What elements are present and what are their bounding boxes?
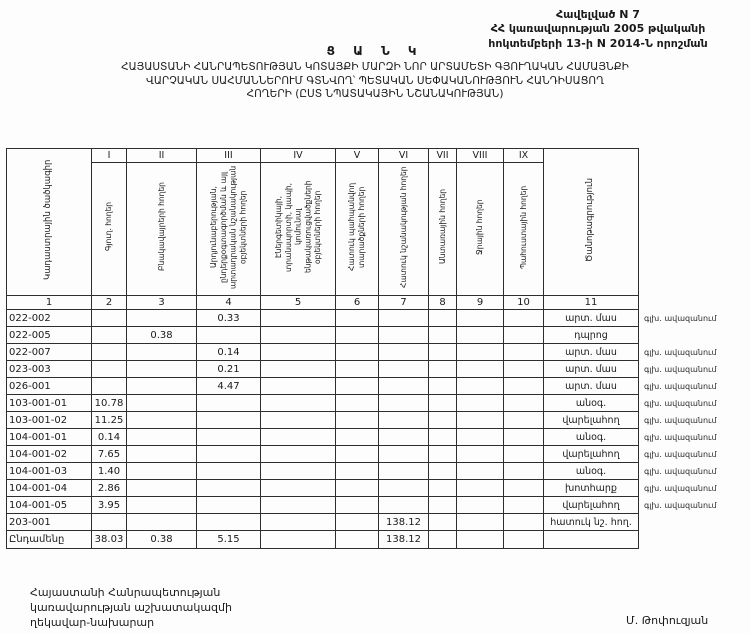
land-area-cell	[379, 497, 429, 514]
land-area-cell	[336, 514, 379, 531]
land-area-cell	[261, 327, 336, 344]
land-area-cell	[504, 395, 544, 412]
roman-numeral-5: V	[336, 149, 379, 163]
column-number-row	[7, 296, 745, 310]
cadastral-code-cell: 022-007	[7, 344, 92, 361]
land-area-cell	[379, 446, 429, 463]
land-area-cell	[429, 378, 457, 395]
roman-numeral-row	[7, 149, 745, 163]
side-notes-column-spacer	[639, 149, 745, 310]
side-note-cell: գլխ. ավազանում	[644, 313, 717, 323]
land-area-cell	[504, 344, 544, 361]
column-header-industrial	[197, 163, 261, 296]
land-area-cell	[429, 310, 457, 327]
land-area-cell	[379, 378, 429, 395]
land-area-cell	[92, 378, 127, 395]
cadastral-code-cell: 104-001-05	[7, 497, 92, 514]
total-value-cell	[429, 531, 457, 549]
table-row	[7, 361, 745, 378]
land-area-cell	[379, 344, 429, 361]
side-note-cell: գլխ. ավազանում	[644, 432, 717, 442]
land-area-cell: 4.47	[197, 378, 261, 395]
land-area-cell	[261, 310, 336, 327]
total-label-cell: Ընդամենը	[7, 531, 92, 549]
remark-cell: վարելահող	[544, 446, 639, 463]
land-area-cell	[457, 361, 504, 378]
authority-line-3: ղեկավար-նախարար	[30, 615, 155, 629]
land-area-cell	[261, 395, 336, 412]
land-area-cell	[197, 429, 261, 446]
column-header-remark-label: Ծանոթագրություն	[585, 177, 596, 263]
side-note-cell: գլխ. ավազանում	[644, 415, 717, 425]
land-area-cell	[457, 429, 504, 446]
column-number-6: 6	[336, 296, 379, 310]
land-area-cell	[457, 463, 504, 480]
roman-numeral-6: VI	[379, 149, 429, 163]
remark-cell: արտ. մաս	[544, 310, 639, 327]
side-note-cell	[639, 327, 745, 344]
column-header-energy-transport-label: Էներգետիկայի, տրանսպորտի, կապի, կոմունալ ենթակառուցվածքների օբյեկտների հողեր	[273, 180, 322, 274]
land-area-cell	[504, 361, 544, 378]
column-number-8: 8	[429, 296, 457, 310]
land-area-cell	[261, 463, 336, 480]
remark-cell: անօգ.	[544, 395, 639, 412]
land-area-cell: 10.78	[92, 395, 127, 412]
land-area-cell	[261, 412, 336, 429]
column-number-9: 9	[457, 296, 504, 310]
column-number-3: 3	[127, 296, 197, 310]
land-area-cell	[336, 327, 379, 344]
remark-cell: արտ. մաս	[544, 361, 639, 378]
column-number-11: 11	[544, 296, 639, 310]
land-area-cell: 1.40	[92, 463, 127, 480]
side-note-cell: գլխ. ավազանում	[644, 347, 717, 357]
land-area-cell	[336, 412, 379, 429]
land-categories-table	[6, 148, 745, 549]
land-area-cell	[457, 378, 504, 395]
total-value-cell	[261, 531, 336, 549]
total-value-cell: 38.03	[92, 531, 127, 549]
land-area-cell	[429, 429, 457, 446]
land-area-cell	[127, 497, 197, 514]
land-area-cell	[127, 463, 197, 480]
land-area-cell	[429, 361, 457, 378]
column-number-2: 2	[92, 296, 127, 310]
appendix-line-2: ՀՀ կառավարության 2005 թվականի	[490, 22, 706, 36]
column-number-4: 4	[197, 296, 261, 310]
land-area-cell	[336, 429, 379, 446]
land-area-cell	[127, 378, 197, 395]
land-area-cell	[197, 412, 261, 429]
land-area-cell	[379, 412, 429, 429]
land-area-cell: 0.21	[197, 361, 261, 378]
remark-cell: արտ. մաս	[544, 378, 639, 395]
column-header-protected-areas-label: Հատուկ պահպանվող տարածքների հողեր	[347, 183, 366, 272]
remark-cell: խոտհարք	[544, 480, 639, 497]
cadastral-code-cell: 104-001-01	[7, 429, 92, 446]
total-value-cell: 138.12	[379, 531, 429, 549]
land-area-cell	[504, 463, 544, 480]
land-area-cell	[504, 446, 544, 463]
remark-cell: վարելահող	[544, 497, 639, 514]
total-value-cell: 0.38	[127, 531, 197, 549]
land-area-cell	[336, 446, 379, 463]
subtitle-line-1: ՀԱՅԱՍՏԱՆԻ ՀԱՆՐԱՊԵՏՈՒԹՅԱՆ ԿՈՏԱՅՔԻ ՄԱՐԶԻ ՆՈՐ ԱՐՏԱՄԵՏԻ ԳՅՈՒՂԱԿԱՆ ՀԱՄԱՅՆՔԻ	[121, 61, 629, 73]
subtitle-line-3: ՀՈՂԵՐԻ (ԸՍՏ ՆՊԱՏԱԿԱՅԻՆ ՆՇԱՆԱԿՈՒԹՅԱՆ)	[246, 88, 504, 101]
land-area-cell	[197, 446, 261, 463]
land-area-cell	[261, 480, 336, 497]
land-area-cell	[336, 497, 379, 514]
land-area-cell	[261, 446, 336, 463]
appendix-line-3: հոկտեմբերի 13-ի N 2014-Ն որոշման	[488, 36, 708, 50]
land-area-cell	[504, 480, 544, 497]
total-value-cell	[504, 531, 544, 549]
land-area-cell	[197, 395, 261, 412]
land-area-cell	[504, 514, 544, 531]
remark-cell: վարելահող	[544, 412, 639, 429]
remark-cell: դպրոց	[544, 327, 639, 344]
column-number-5: 5	[261, 296, 336, 310]
column-number-7: 7	[379, 296, 429, 310]
table-row	[7, 412, 745, 429]
signature-name: Մ. Թոփուզյան	[626, 614, 709, 627]
land-area-cell	[457, 412, 504, 429]
cadastral-code-cell: 022-005	[7, 327, 92, 344]
side-note-cell: գլխ. ավազանում	[644, 381, 717, 391]
land-area-cell	[127, 480, 197, 497]
side-note-cell	[639, 531, 745, 549]
table-row	[7, 497, 745, 514]
land-area-cell	[457, 514, 504, 531]
total-row	[7, 531, 745, 549]
land-area-cell	[336, 395, 379, 412]
land-area-cell	[429, 344, 457, 361]
cadastral-code-cell: 022-002	[7, 310, 92, 327]
land-area-cell	[429, 395, 457, 412]
land-area-cell	[429, 480, 457, 497]
remark-cell: հատուկ նշ. հող.	[544, 514, 639, 531]
authority-line-1: Հայաստանի Հանրապետության	[30, 586, 221, 599]
land-area-cell	[336, 378, 379, 395]
roman-numeral-3: III	[197, 149, 261, 163]
total-value-cell	[336, 531, 379, 549]
land-area-cell	[379, 310, 429, 327]
roman-numeral-7: VII	[429, 149, 457, 163]
column-header-water	[457, 163, 504, 296]
land-area-cell	[92, 361, 127, 378]
land-area-cell	[429, 412, 457, 429]
land-area-cell	[504, 497, 544, 514]
land-area-cell	[261, 514, 336, 531]
column-header-reserve	[504, 163, 544, 296]
land-area-cell	[504, 327, 544, 344]
column-header-agricultural-label: Գյուղ. հողեր	[104, 202, 114, 252]
column-header-reserve-label: Պահուստային հողեր	[518, 185, 528, 269]
document-title: Ց Ա Ն Կ	[326, 44, 424, 58]
land-area-cell	[127, 446, 197, 463]
land-area-cell	[457, 497, 504, 514]
land-area-cell	[261, 497, 336, 514]
side-note-cell: գլխ. ավազանում	[644, 500, 717, 510]
column-number-1: 1	[7, 296, 92, 310]
column-header-cadastral-code	[7, 149, 92, 296]
land-area-cell	[457, 310, 504, 327]
land-area-cell	[197, 497, 261, 514]
land-area-cell	[127, 361, 197, 378]
subtitle-line-2: ՎԱՐՉԱԿԱՆ ՍԱՀՄԱՆՆԵՐՈՒՄ ԳՏՆՎՈՂ՝ ՊԵՏԱԿԱՆ ՍԵՓԱԿԱՆՈՒԹՅՈՒՆ ՀԱՆԴԻՍԱՑՈՂ	[145, 74, 605, 87]
table-row	[7, 446, 745, 463]
land-area-cell	[457, 446, 504, 463]
appendix-line-1: Հավելված N 7	[556, 8, 640, 21]
land-area-cell	[127, 429, 197, 446]
land-area-cell	[261, 429, 336, 446]
land-area-cell	[336, 344, 379, 361]
side-note-cell: գլխ. ավազանում	[644, 466, 717, 476]
land-area-cell	[379, 361, 429, 378]
roman-numeral-8: VIII	[457, 149, 504, 163]
land-area-cell	[127, 514, 197, 531]
cadastral-code-cell: 103-001-01	[7, 395, 92, 412]
column-header-special-purpose	[379, 163, 429, 296]
side-note-cell: գլխ. ավազանում	[644, 364, 717, 374]
land-area-cell: 138.12	[379, 514, 429, 531]
cadastral-code-cell: 023-003	[7, 361, 92, 378]
land-area-cell	[261, 361, 336, 378]
land-area-cell	[379, 429, 429, 446]
column-number-10: 10	[504, 296, 544, 310]
land-area-cell	[197, 327, 261, 344]
table-row	[7, 344, 745, 361]
side-note-cell: գլխ. ավազանում	[644, 483, 717, 493]
land-area-cell: 0.38	[127, 327, 197, 344]
land-area-cell: 0.14	[197, 344, 261, 361]
land-area-cell: 11.25	[92, 412, 127, 429]
column-header-protected-areas	[336, 163, 379, 296]
land-area-cell	[127, 344, 197, 361]
land-area-cell	[429, 327, 457, 344]
side-note-cell	[639, 514, 745, 531]
land-area-cell	[261, 344, 336, 361]
land-area-cell	[336, 310, 379, 327]
signing-authority-block	[30, 586, 232, 631]
table-row	[7, 463, 745, 480]
land-area-cell: 0.33	[197, 310, 261, 327]
authority-line-2: կառավարության աշխատակազմի	[30, 600, 232, 614]
remark-cell: արտ. մաս	[544, 344, 639, 361]
land-area-cell	[457, 344, 504, 361]
cadastral-code-cell: 104-001-04	[7, 480, 92, 497]
column-header-settlement	[127, 163, 197, 296]
land-area-cell	[379, 463, 429, 480]
land-area-cell	[379, 480, 429, 497]
land-area-cell	[92, 310, 127, 327]
land-area-cell: 2.86	[92, 480, 127, 497]
land-area-cell	[429, 514, 457, 531]
table-row	[7, 429, 745, 446]
cadastral-code-cell: 104-001-02	[7, 446, 92, 463]
land-area-cell	[197, 463, 261, 480]
land-area-cell	[92, 344, 127, 361]
land-area-cell	[336, 463, 379, 480]
land-area-cell	[429, 497, 457, 514]
remark-cell: անօգ.	[544, 429, 639, 446]
land-area-cell	[379, 395, 429, 412]
land-area-cell	[92, 327, 127, 344]
column-header-industrial-label: Արդյունաբերության, ընդերքօգտագործման և այլ արտադրական նշանակության օբյեկտների հողեր	[209, 165, 248, 289]
total-value-cell	[457, 531, 504, 549]
table-row	[7, 327, 745, 344]
land-area-cell	[457, 395, 504, 412]
land-area-cell	[92, 514, 127, 531]
table-row	[7, 395, 745, 412]
document-subtitle	[0, 61, 750, 102]
land-area-cell	[429, 446, 457, 463]
column-header-forest	[429, 163, 457, 296]
cadastral-code-cell: 104-001-03	[7, 463, 92, 480]
cadastral-code-cell: 203-001	[7, 514, 92, 531]
cadastral-code-cell: 103-001-02	[7, 412, 92, 429]
column-header-remark	[544, 149, 639, 296]
side-note-cell: գլխ. ավազանում	[644, 398, 717, 408]
land-area-cell: 3.95	[92, 497, 127, 514]
table-row	[7, 378, 745, 395]
land-area-cell	[261, 378, 336, 395]
column-header-water-label: Ջրային հողեր	[475, 199, 485, 255]
side-note-cell: գլխ. ավազանում	[644, 449, 717, 459]
land-area-cell	[457, 480, 504, 497]
land-area-cell	[127, 395, 197, 412]
table-row	[7, 310, 745, 327]
column-header-settlement-label: Բնակավայրերի հողեր	[156, 182, 166, 272]
cadastral-code-cell: 026-001	[7, 378, 92, 395]
column-header-special-purpose-label: Հատուկ նշանակության հողեր	[398, 166, 408, 288]
land-area-cell	[504, 412, 544, 429]
land-area-cell: 0.14	[92, 429, 127, 446]
remark-cell: անօգ.	[544, 463, 639, 480]
land-area-cell	[197, 480, 261, 497]
land-area-cell: 7.65	[92, 446, 127, 463]
land-area-cell	[504, 378, 544, 395]
land-area-cell	[336, 361, 379, 378]
land-area-cell	[197, 514, 261, 531]
land-area-cell	[379, 327, 429, 344]
land-area-cell	[127, 412, 197, 429]
table-body	[7, 310, 745, 549]
roman-numeral-2: II	[127, 149, 197, 163]
land-area-cell	[336, 480, 379, 497]
total-value-cell: 5.15	[197, 531, 261, 549]
land-area-cell	[504, 429, 544, 446]
column-header-forest-label: Անտառային հողեր	[437, 189, 447, 265]
column-header-agricultural	[92, 163, 127, 296]
table-row	[7, 514, 745, 531]
roman-numeral-1: I	[92, 149, 127, 163]
roman-numeral-4: IV	[261, 149, 336, 163]
land-area-cell	[504, 310, 544, 327]
roman-numeral-9: IX	[504, 149, 544, 163]
land-area-cell	[457, 327, 504, 344]
land-area-cell	[127, 310, 197, 327]
total-remark-cell	[544, 531, 639, 549]
column-header-cadastral-code-label: Կադաստրային ծածկագիր	[43, 159, 54, 281]
land-area-cell	[429, 463, 457, 480]
column-header-energy-transport	[261, 163, 336, 296]
table-row	[7, 480, 745, 497]
